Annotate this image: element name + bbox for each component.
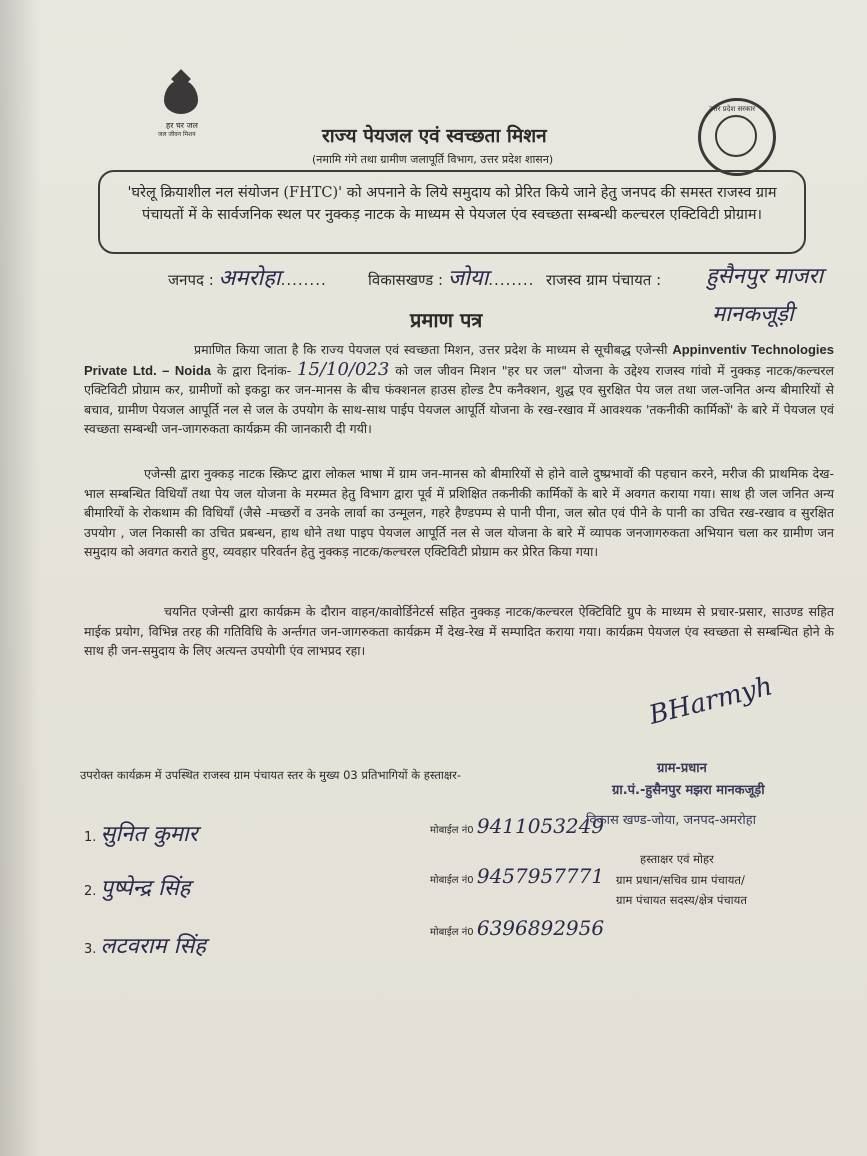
sign-seal-label: हस्ताक्षर एवं मोहर [640, 852, 714, 866]
block-district-stamp: विकास खण्ड-जोया, जनपद-अमरोहा [586, 813, 757, 828]
p3-body: चयनित एजेन्सी द्वारा कार्यक्रम के दौरान वाहन/कावोर्डिनेटर्स सहित नुक्कड़ नाटक/कल्चरल ऐक्टिविटि ग्रुप के माध्यम से प्रचार-प्रसार, साउण्ड सहित माईक प्रयोग, विभिन्न तरह की गतिविधि के अर्न्तगत जन-जागरुकता कार्यक्रम मेंं देख-रेख में सम्पादित कराया गया। कार्यक्रम पेयजल एंव स्वच्छता से सम्बन्धित होने के साथ ही जन-समुदाय के लिए अत्यन्त उपयोगी एंव लाभप्रद रहा। [84, 604, 834, 658]
participant-2 [84, 872, 190, 902]
vikas-value: जोया [447, 266, 489, 291]
participant-number: 3. [84, 942, 97, 957]
up-government-seal [698, 98, 776, 176]
participant-name: लटवराम सिंह [100, 934, 206, 959]
mobile-number: 9411053249 [476, 814, 605, 838]
pradhan-signature: BHarmyh [646, 671, 776, 731]
har-ghar-jal-logo [148, 80, 228, 150]
vikas-field [368, 262, 534, 292]
mobile-label: मोबाईल नं0 [430, 875, 474, 886]
certificate-title: प्रमाण पत्र [410, 308, 483, 332]
pradhan-address: ग्रा.पं.-हुसैनपुर मझरा मानकजूड़ी [612, 783, 765, 798]
participant-name: सुनित कुमार [100, 822, 198, 847]
certificate-paragraph-3 [84, 602, 834, 661]
janpad-value: अमरोहा [218, 266, 281, 291]
gram-label: राजस्व ग्राम पंचायत : [546, 271, 662, 289]
logo-text: हर घर जल [166, 121, 198, 130]
agency-name: Appinventiv Technologies Private Ltd. – Noida [84, 342, 834, 378]
mobile-number: 9457957771 [476, 864, 605, 888]
mobile-label: मोबाईल नं0 [430, 927, 474, 938]
certificate-paragraph-2 [84, 464, 834, 562]
participants-note: उपरोक्त कार्यक्रम में उपस्थित राजस्व ग्राम पंचायत स्तर के मुख्य 03 प्रतिभागियों के हस्ताक्षर- [80, 768, 461, 782]
roles-line-1: ग्राम प्रधान/सचिव ग्राम पंचायत/ [616, 873, 745, 887]
janpad-label: जनपद : [168, 271, 214, 289]
participant-1 [84, 818, 198, 848]
janpad-dots: ........ [280, 271, 327, 289]
certificate-paragraph-1 [84, 340, 834, 439]
program-date: 15/10/023 [297, 358, 390, 380]
mobile-number: 6396892956 [476, 916, 605, 940]
roles-line-2: ग्राम पंचायत सदस्य/क्षेत्र पंचायत [616, 893, 747, 907]
participant-3-mobile [430, 916, 604, 940]
program-banner: 'घरेलू क्रियाशील नल संयोजन (FHTC)' को अपनाने के लिये समुदाय को प्रेरित किये जाने हेतु जनपद की समस्त राजस्व ग्राम पंचायतों में के सार्वजनिक स्थल पर नुक्कड़ नाटक के माध्यम से पेयजल एंव स्वच्छता सम्बन्धी कल्चरल एक्टिविटी प्रोग्राम। [98, 170, 806, 254]
pradhan-label: ग्राम-प्रधान [657, 761, 707, 776]
participant-3 [84, 930, 206, 960]
janpad-field [168, 262, 327, 292]
page-title: राज्य पेयजल एवं स्वच्छता मिशन [322, 125, 547, 147]
p1-intro: प्रमाणित किया जाता है कि राज्य पेयजल एवं स्वच्छता मिशन, उत्तर प्रदेश के माध्यम से सूचीबद्ध एजेन्सी [194, 342, 668, 357]
p1-body: को जल जीवन मिशन "हर घर जल" योजना के उद्देश्य राजस्व गांवो में नुक्कड़ नाटक/कल्चरल एक्टिविटी प्रोग्राम कर, ग्रामीणों को इकट्ठा कर जन-मानस के बीच फंक्शनल हाउस होल्ड टैप कनैक्शन, शुद्ध एव सुरक्षित पेय जल तथा जल-जनित अन्य बीमारियों से बचाव, ग्रामीण पेयजल आपूर्ति नल से जल के उपयोग के साथ-साथ पाईप पेयजल आपूर्ति योजना के रख-रखाव में आवश्यक 'तकनीकी कार्मिकों' के बारे में पेयजल एवं स्वच्छता सम्बन्धी जन-जागरुकता कार्यक्रम की जानकारी दी गयी। [84, 362, 834, 436]
logo-subtext: जल जीवन मिशन [158, 131, 196, 138]
page-subtitle: (नमामि गंगे तथा ग्रामीण जलापूर्ति विभाग, उत्तर प्रदेश शासन) [312, 153, 554, 166]
p1-date-label: के द्वारा दिनांक- [216, 362, 292, 378]
participant-name: पुष्पेन्द्र सिंह [100, 876, 191, 901]
water-drop-icon [164, 80, 198, 114]
participant-number: 1. [84, 830, 97, 845]
vikas-label: विकासखण्ड : [368, 271, 444, 289]
participant-2-mobile [430, 864, 604, 888]
page-shadow [0, 0, 40, 1156]
gram-value-line2: मानकजूड़ी [712, 302, 794, 327]
participant-1-mobile [430, 814, 604, 838]
seal-text: उत्तर प्रदेश सरकार [709, 105, 756, 113]
signatory-roles [616, 870, 816, 910]
participant-number: 2. [84, 884, 97, 899]
gram-value-line1: हुसैनपुर माजरा [706, 264, 824, 289]
p2-body: एजेन्सी द्वारा नुक्कड़ नाटक स्क्रिप्ट द्वारा लोकल भाषा में ग्राम जन-मानस को बीमारियों से होने वाले दुष्प्रभावों की पहचान करने, मरीज की प्राथमिक देख-भाल सम्बन्धित विधियाँ तथा पेय जल योजना के मरम्मत हेतु विभाग द्वारा पूर्व में प्रशिक्षित तकनीकी कार्मिकों के बारे में अवगत कराया गया। साथ ही जल जनित अन्य बीमारियों के रोकथाम की विधियाँ (जैसे -मच्छरों व उनके लार्वा का उन्मूलन, गहरे हैण्डपम्प से पानी पीना, जल स्रोत एवं पीने के पानी का उचित रख-रखाव व सुरक्षित उपयोग , जल निकासी का उचित प्रबन्धन, हाथ धोने तथा पाइप पेयजल आपूर्ति नल से जल योजना के बारे में व्यापक जनजागरुकता अभियान चला कर ग्रामीण जन समुदाय को अवगत कराते हुए, व्यवहार परिवर्तन हेतु नुक्कड़ नाटक/कल्चरल एक्टिविटी प्रोग्राम कर प्रेरित किया गया। [84, 466, 834, 559]
vikas-dots: ........ [488, 271, 535, 289]
mobile-label: मोबाईल नं0 [430, 825, 474, 836]
